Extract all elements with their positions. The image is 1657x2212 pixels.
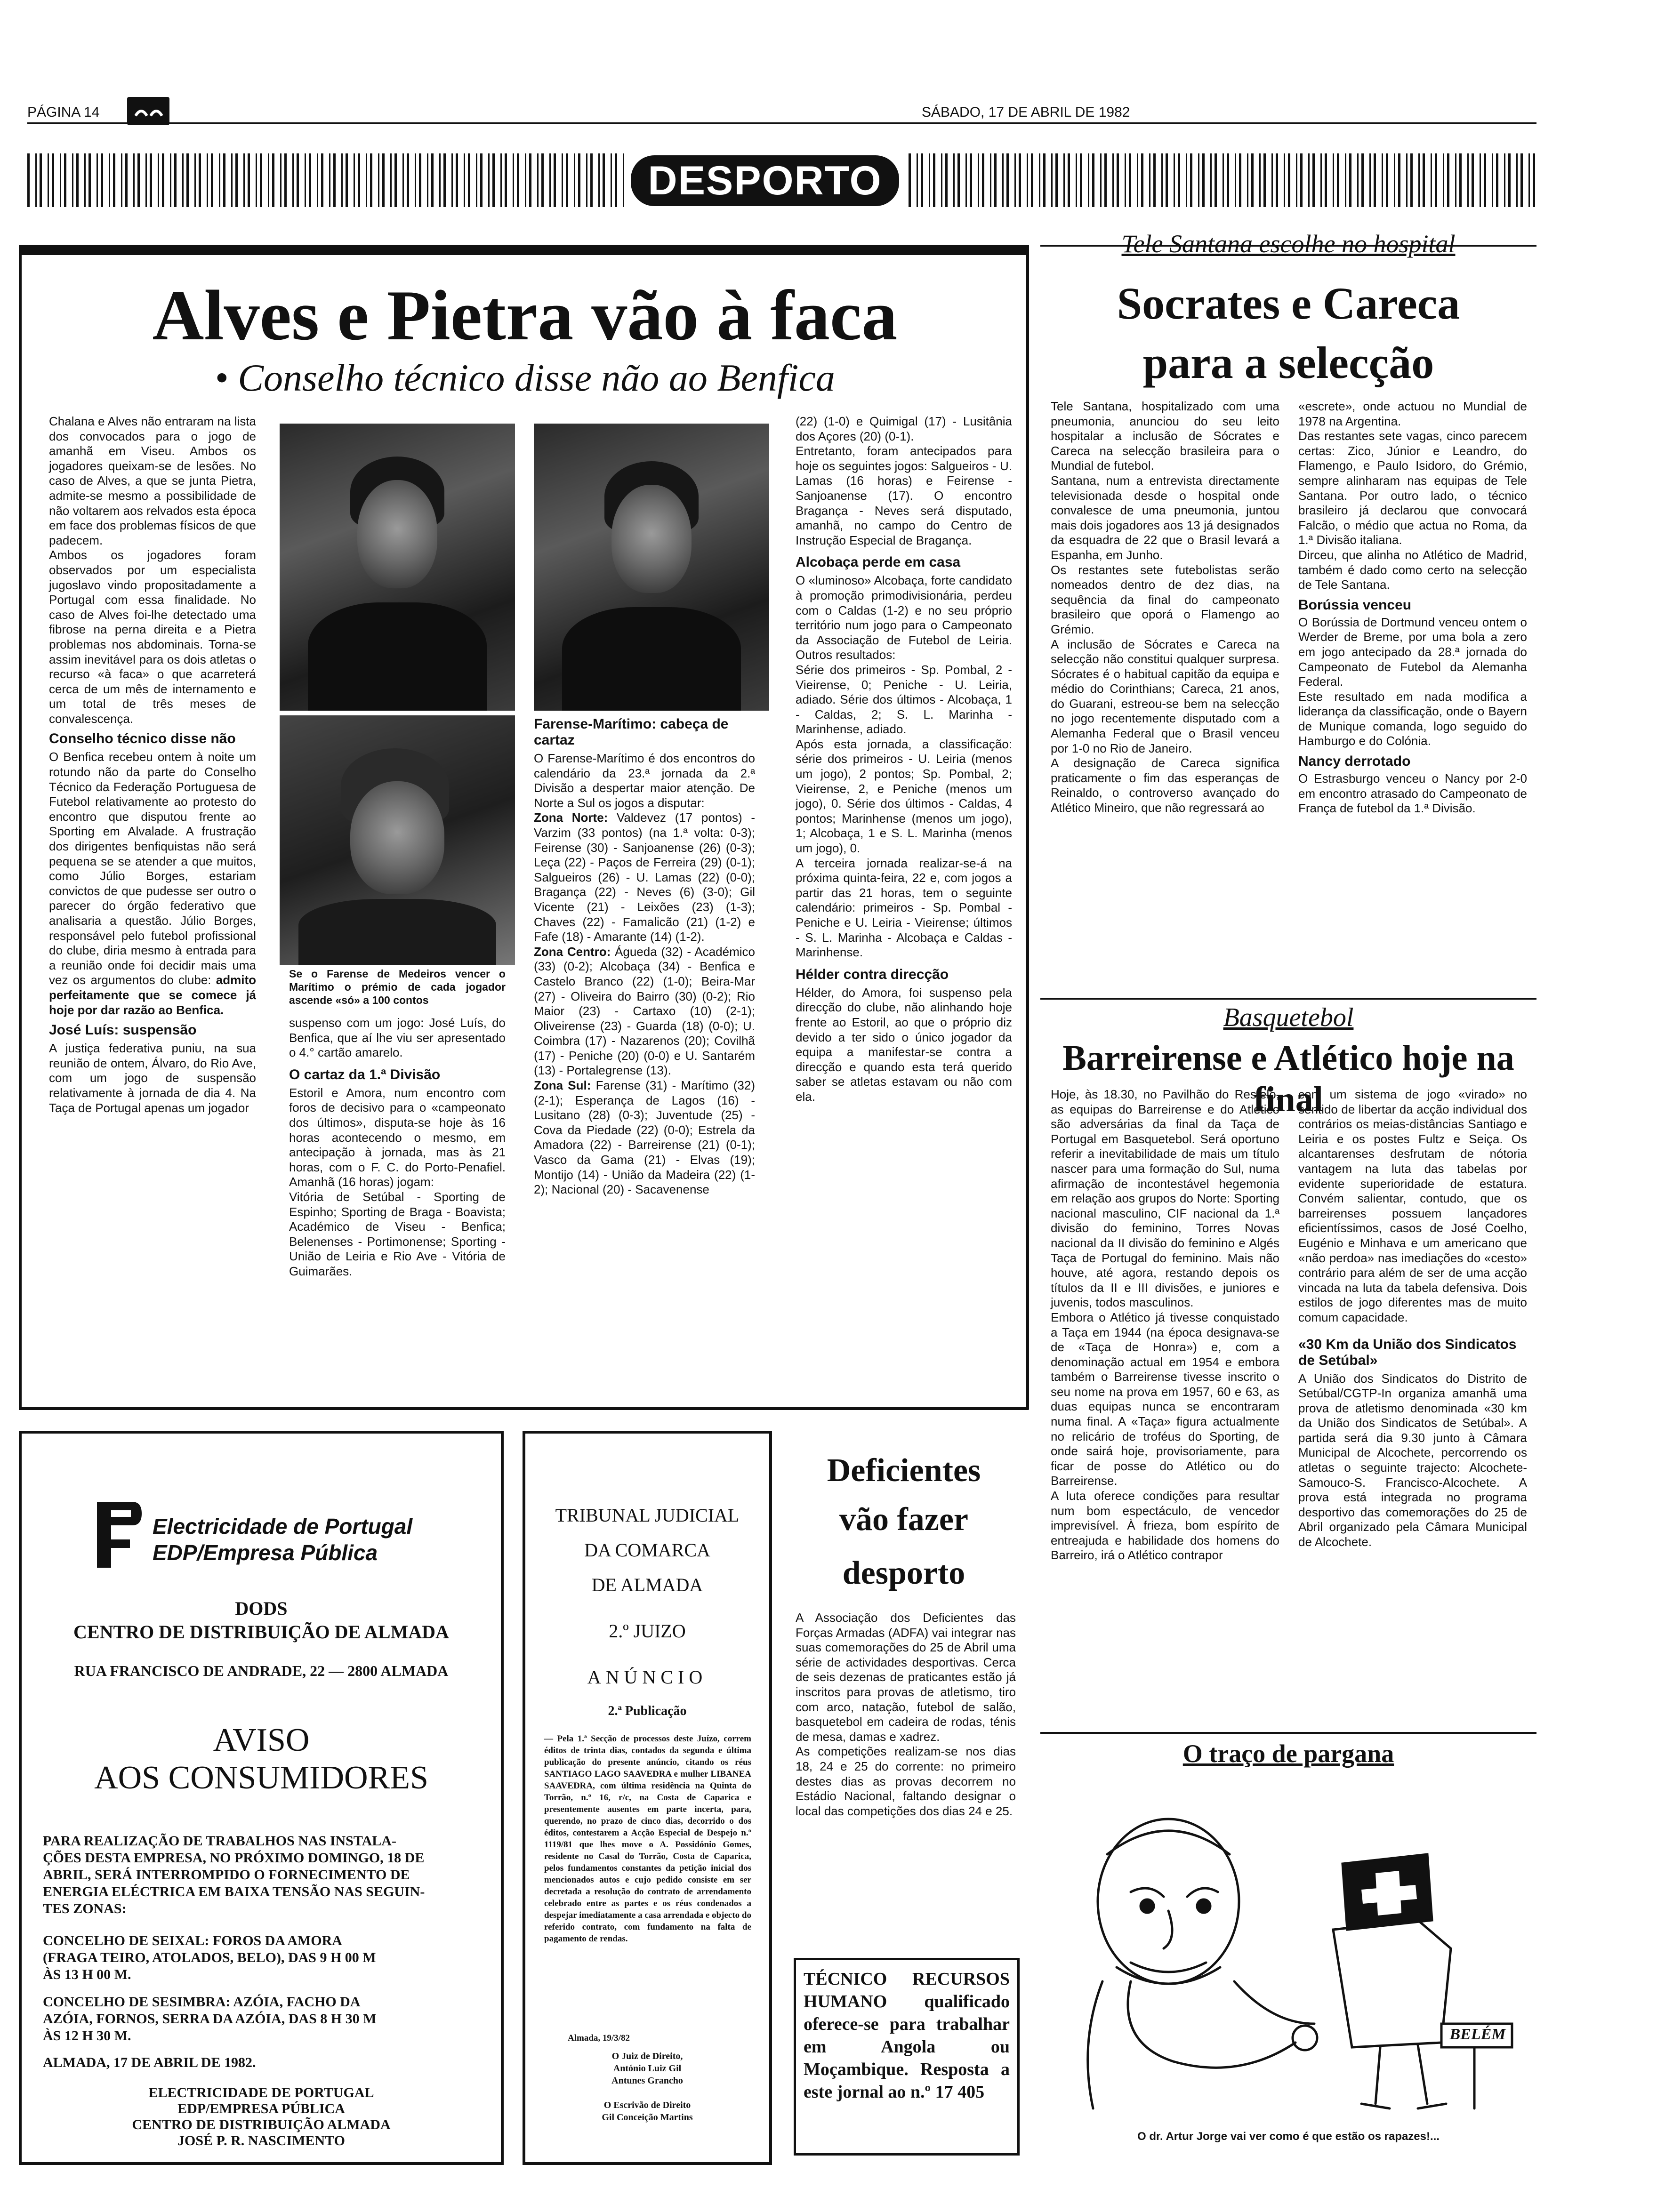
zona-sul-text: Farense (31) - Marítimo (32) (2-1); Esperança de Lagos (16) - Lusitano (28) (0-3); Juventude (25) - Cova da Piedade (22) (0-0); Estrela da Amadora (22) - Barreirense (21) (0-1); Vasco da Gama (21) - Elvas (19); Montijo (14) - União da Madeira (22) (1-2); Nacional (20) - Sacavenense — [534, 1078, 755, 1197]
zona-centro-label: Zona Centro: — [534, 944, 611, 959]
basket-col2-text: com um sistema de jogo «virado» no sentido de libertar da acção individual dos contrários os meias-distâncias Santiago e Leiria e os postes Fultz e Seiça. Os alcantarenses desfrutam de nótoria vantagem na luta das tabelas por evidente superioridade de estatura. Convém salientar, contudo, que os barreirenses possuem lançadores eficientíssimos, casos de José Coelho, Eugénio e Minhava e um americano que «não perdoa» nas imediações do «cesto» contrário para além de ser de uma acção vincada na luta da tabela defensiva. Dois estilos de jogo diferentes mas de muito comum capacidade. — [1298, 1087, 1527, 1324]
basket-kicker: Basquetebol — [1223, 1003, 1354, 1032]
main-col1-bold: admito perfeitamente que se comece já hoje por dar razão ao Benfica. — [49, 973, 256, 1017]
deficientes-body: A Associação dos Deficientes das Forças Armadas (ADFA) vai integrar nas suas comemorações do 25 de Abril uma série de actividades desportivas. Cerca de seis dezenas de praticantes estão já inscritos para provas de atletismo, tiro com arco, natação, futebol de salão, basquetebol em cadeira de rodas, ténis de mesa, damas e xadrez. As competições realizam-se nos dias 18, 24 e 25 do corrente: no primeiro destes dias as provas decorrem no Estádio Nacional, faltando designar o local das competições dos dias 24 e 25. — [796, 1611, 1016, 1818]
newspaper-logo — [127, 97, 169, 125]
cartoon-drawing — [1051, 1779, 1531, 2127]
zona-sul-label: Zona Sul: — [534, 1078, 591, 1093]
main-col2-text-b: suspenso com um jogo: José Luís, do Benfica, que aí lhe viu ser apresentado o 4.° cartão amarelo. — [289, 1016, 506, 1060]
tribunal-ad — [523, 1431, 772, 2165]
main-subhead-conselho: Conselho técnico disse não — [49, 731, 236, 747]
main-subhead-cartaz: O cartaz da 1.ª Divisão — [289, 1066, 441, 1082]
zona-norte-label: Zona Norte: — [534, 810, 608, 825]
main-col4-text: (22) (1-0) e Quimigal (17) - Lusitânia dos Açores (20) (0-1). Entretanto, foram antecipados para hoje os seguintes jogos: Salgueiros - U. Lamas (16 horas) e Feirense - Sanjoanense (17). O encontro Bragança - Neves será disputado, amanhã, no campo do Centro de Instrução Especial de Bragança. — [796, 414, 1012, 547]
edp-centro: CENTRO DE DISTRIBUIÇÃO DE ALMADA — [73, 1621, 449, 1643]
basket-col2-text-b: A União dos Sindicatos do Distrito de Setúbal/CGTP-In organiza amanhã uma prova de atletismo denominada «30 km da União dos Sindicatos de Setúbal». A partida será dia 9.30 junto à Câmara Municipal de Alcochete, percorrendo os atletas o seguinte trajecto: Alcochete-Samouco-S. Francisco-Alcochete. A prova está integrada no programa desportivo das comemorações do 25 de Abril organizado pela Câmara Municipal de Alcochete. — [1298, 1371, 1527, 1549]
edp-date: ALMADA, 17 DE ABRIL DE 1982. — [43, 2055, 256, 2070]
zona-norte-text: Valdevez (17 pontos) - Varzim (33 pontos) (na 1.ª volta: 0-3); Feirense (30) - Sanjoanense (26) (0-3); Leça (22) - Paços de Ferreira (29) (0-1); Salgueiros (26) - U. Lamas (22) (0-0); Bragança (22) - Neves (6) (3-0); Gil Vicente (21) - Leixões (23) (1-3); Chaves (22) - Famalicão (21) (1-2) e Fafe (18) - Amarante (14) (1-2). — [534, 810, 755, 944]
main-col-1 — [49, 414, 256, 1115]
main-col4-text-c: Hélder, do Amora, foi suspenso pela direcção do clube, não alinhando hoje frente ao Estoril, ao que o próprio diz devido a ter sido o único jogador da equipa a manifestar-se contra a direcção e quando esta terá querido saber se atletas estavam ou não com ela. — [796, 985, 1012, 1104]
main-col-3 — [534, 716, 755, 1197]
tribunal-title-2: DA COMARCA — [584, 1539, 710, 1561]
deficientes-headline-2: vão fazer — [839, 1501, 969, 1538]
zona-sul — [534, 1078, 755, 1197]
section-bar-left — [27, 153, 625, 207]
tele-col2-text-c: O Estrasburgo venceu o Nancy por 2-0 em encontro atrasado do Campeonato de França de futebol da 1.ª Divisão. — [1298, 771, 1527, 816]
edp-brand-2: EDP/Empresa Pública — [153, 1540, 378, 1565]
issue-date: SÁBADO, 17 DE ABRIL DE 1982 — [922, 104, 1130, 120]
photo-caption: Se o Farense de Medeiros vencer o Marítimo o prémio de cada jogador ascende «só» a 100 contos — [289, 968, 506, 1006]
tele-headline-2: para a selecção — [1142, 337, 1434, 388]
basket-col-2 — [1298, 1087, 1527, 1550]
edp-logo-icon — [92, 1497, 144, 1572]
tele-col2-text-b: O Borússia de Dortmund venceu ontem o Werder de Breme, por uma bola a zero em jogo antecipado da 28.ª jornada do Campeonato de Futebol da Alemanha Federal. Este resultado em nada modifica a liderança da classificação, onde o Bayern de Munique comanda, logo seguido do Hamburgo e do Colónia. — [1298, 615, 1527, 748]
tribunal-date: Almada, 19/3/82 — [568, 2033, 630, 2043]
photo-alves — [280, 424, 515, 711]
cartoon-title: O traço de pargana — [1182, 1739, 1394, 1768]
edp-signature: ELECTRICIDADE DE PORTUGAL EDP/EMPRESA PÚBLICA CENTRO DE DISTRIBUIÇÃO ALMADA JOSÉ P. R. NASCIMENTO — [132, 2085, 391, 2148]
tele-kicker: Tele Santana escolhe no hospital — [1121, 230, 1456, 258]
main-subhead-helder: Hélder contra direcção — [796, 966, 949, 982]
tribunal-sig-1: O Juiz de Direito, António Luiz Gil Antunes Grancho — [611, 2051, 683, 2086]
edp-dods: DODS — [235, 1598, 288, 1619]
tele-col-1: Tele Santana, hospitalizado com uma pneumonia, anunciou do seu leito hospitalar a inclusão de Sócrates e Careca na selecção brasileira para o Mundial de futebol. Santana, num a entrevista directamente televisionada desde o hospital onde convalesce de uma pneumonia, juntou mais dois jogadores aos 13 já designados da esquadra de 22 que o Brasil levará a Espanha, em Junho. Os restantes sete futebolistas serão nomeados dentro de dez dias, na sequência da final do campeonato brasileiro que oporá o Flamengo ao Grémio. A inclusão de Sócrates e Careca na selecção não constitui qualquer surpresa. Sócrates é o habitual capitão da equipa e médio do Corinthians; Careca, 21 anos, do Guarani, estreou-se bem na selecção no jogo recentemente disputado com a Alemanha Federal que o Brasil venceu por 1-0 no Rio de Janeiro. A designação de Careca significa praticamente o fim das esperanças de Reinaldo, o controverso avançado do Atlético Mineiro, que não regressará ao — [1051, 399, 1279, 815]
main-col1-text-c: A justiça federativa puniu, na sua reunião de ontem, Álvaro, do Rio Ave, com um jogo de suspensão relativamente à jornada de dia 4. Na Taça de Portugal apenas um jogador — [49, 1041, 256, 1115]
tele-col2-text: «escrete», onde actuou no Mundial de 1978 na Argentina. Das restantes sete vagas, cinco parecem certas: Zico, Júnior e Leandro, do Flamengo, e Paulo Isidoro, do Grémio, sempre alinharam nas equipas de Tele Santana. Por outro lado, o técnico brasileiro já declarou que convocará Falcão, o médio que actua no Roma, da 1.ª Divisão italiana. Dirceu, que alinha no Atlético de Madrid, também é dado como certo na selecção de Tele Santana. — [1298, 399, 1527, 592]
edp-brand-1: Electricidade de Portugal — [153, 1514, 413, 1539]
tribunal-body: — Pela 1.ª Secção de processos deste Juízo, correm éditos de trinta dias, contados da segunda e última publicação do presente anúncio, citando os réus SANTIAGO LAGO SAAVEDRA e mulher LIBANEA SAAVEDRA, com última residência na Quinta do Torrão, n.º 16, r/c, na Costa de Caparica e presentemente ausentes em parte incerta, para, querendo, no prazo de cinco dias, decorrido o dos éditos, contestarem a Acção Especial de Despejo n.º 1119/81 que lhes move o A. Possidónio Gomes, residente no Casal do Torrão, Costa de Caparica, pelos fundamentos constantes da petição inicial dos mencionados autos e cujo pedido consiste em ser decretada a resolução do contrato de arrendamento celebrado entre as partes e os réus condenados a despejar imediatamente a casa arrendada e objecto do referido contrato, com fundamento na falta de pagamento de rendas. — [544, 1734, 751, 1944]
deficientes-headline-3: desporto — [842, 1555, 965, 1591]
edp-p2: CONCELHO DE SEIXAL: FOROS DA AMORA (FRAGA TEIRO, ATOLADOS, BELO), DAS 9 H 00 M ÀS 13 H 00 M. — [43, 1933, 376, 1982]
main-col1-text: Chalana e Alves não entraram na lista dos convocados para o jogo de amanhã em Viseu. Ambos os jogadores queixam-se de lesões. No caso de Alves, a que se junta Pietra, admite-se mesmo a possibilidade de não voltarem aos relvados esta época em face dos problemas físicos de que padecem. Ambos os jogadores foram observados por um especialista jugoslavo vindo propositadamente a Portugal com essa finalidade. No caso de Alves foi-lhe detectado uma fibrose na perna direita e a Pietra problemas nos abdominais. Torna-se assim inevitável para os dois atletas o recurso «à faca» o que acarreterá cerca de um mês de internamento e um total de três meses de convalescença. — [49, 414, 256, 726]
tribunal-title-3: DE ALMADA — [591, 1574, 703, 1595]
basket-col-1: Hoje, às 18.30, no Pavilhão do Restelo, as equipas do Barreirense e do Atlético são adversárias da final da Taça de Portugal em Basquetebol. Será oportuno referir a inevitabilidade de mais um título nascer para uma formação do Sul, numa afirmação de incontestável hegemonia em relação aos grupos do Norte: Sporting nacional masculino, CIF nacional da 1.ª divisão do feminino, Torres Novas nacional da II divisão do feminino e Algés Taça de Portugal do feminino. Mais não houve, até agora, restando depois os títulos da II e III divisões, e juniores e juvenis, todos masculinos. Embora o Atlético já tivesse conquistado a Taça em 1944 (na época designava-se de «Taça de Honra») e, com a denominação actual em 1954 e embora também o Barreirense tivesse inscrito o seu nome na prova em 1957, 60 e 63, as duas equipas nunca se encontraram numa final. A «Taça» figura actualmente no relicário de troféus do Sporting, de onde sairá hoje, provisoriamente, para ficar de posse do Atlético ou do Barreirense. A luta oferece condições para resultar num bom espectáculo, de vencedor imprevisível. À frieza, bom espírito de entreajuda e habilidade dos homens do Barreiro, irá o Atlético contrapor — [1051, 1087, 1279, 1563]
edp-aviso-1: AVISO — [213, 1722, 310, 1758]
edp-rua: RUA FRANCISCO DE ANDRADE, 22 — 2800 ALMADA — [74, 1662, 449, 1679]
tribunal-sig-2: O Escrivão de Direito Gil Conceição Martins — [602, 2100, 693, 2123]
main-subhead-farense: Farense-Marítimo: cabeça de cartaz — [534, 716, 729, 748]
main-subhead-jose-luis: José Luís: suspensão — [49, 1022, 197, 1038]
main-deck: • Conselho técnico disse não ao Benfica — [215, 356, 835, 399]
tele-col-2 — [1298, 399, 1527, 816]
zona-norte — [534, 810, 755, 944]
main-col2-text-c: Estoril e Amora, num encontro com foros de decisivo para o «campeonato dos últimos», disputa-se hoje às 16 horas acontecendo o mesmo, em antecipação à jornada, mas às 21 horas, com o F. C. do Porto-Penafiel. Amanhã (16 horas) jogam: Vitória de Setúbal - Sporting de Espinho; Sporting de Braga - Boavista; Académico de Viseu - Benfica; Belenenses - Portimonense; Sporting - União de Leiria e Rio Ave - Vitória de Guimarães. — [289, 1085, 506, 1278]
tecnico-ad-text: TÉCNICO RECURSOS HUMANO qualificado oferece-se para trabalhar em Angola ou Moçambique. Resposta a este jornal ao n.º 17 405 — [804, 1969, 1010, 2102]
page-label: PÁGINA 14 — [27, 104, 100, 120]
tribunal-publicacao: 2.ª Publicação — [608, 1704, 687, 1718]
section-bar-right — [909, 153, 1536, 207]
edp-p1: PARA REALIZAÇÃO DE TRABALHOS NAS INSTALA- ÇÕES DESTA EMPRESA, NO PRÓXIMO DOMINGO, 18 DE ABRIL, SERÁ INTERROMPIDO O FORNECIMENTO DE ENERGIA ELÉCTRICA EM BAIXA TENSÃO NAS SEGUIN- TES ZONAS: — [43, 1833, 425, 1916]
main-col1-b: O Benfica recebeu ontem à noite um rotundo não da parte do Conselho Técnico da Federação Portuguesa de Futebol relativamente ao protesto do encontro que disputou frente ao Sporting em Alvalade. A frustração dos dirigentes benfiquistas não será pequena se se atender a que muitos, como Júlio Borges, estariam convictos de que pudesse ser outro o parecer do órgão federativo que analisaria a questão. Júlio Borges, responsável pelo futebol profissional do clube, diria mesmo à entrada para a reunião onde foi decidir mais uma vez os argumentos do clube: — [49, 750, 256, 987]
tribunal-title-4: 2.º JUIZO — [609, 1620, 686, 1642]
photo-medeiros — [280, 715, 515, 965]
main-headline: Alves e Pietra vão à faca — [152, 276, 898, 355]
cartoon-sign: BELÉM — [1449, 2026, 1506, 2043]
tecnico-ad — [794, 1958, 1020, 2156]
tribunal-title-1: TRIBUNAL JUDICIAL — [555, 1505, 740, 1526]
cartoon-caption: O dr. Artur Jorge vai ver como é que estão os rapazes!... — [1137, 2130, 1440, 2143]
main-col-2 — [289, 1016, 506, 1279]
main-subhead-alcobaca: Alcobaça perde em casa — [796, 554, 961, 570]
tribunal-title-5: ANÚNCIO — [587, 1667, 708, 1688]
main-col4-text-b: O «luminoso» Alcobaça, forte candidato à promoção primodivisionária, perdeu com o Caldas (1-2) e no seu próprio território num jogo para o Campeonato da Associação de Futebol de Leiria. Outros resultados: Série dos primeiros - Sp. Pombal, 2 - Vieirense, 0; Peniche - U. Leiria, adiado. Série dos últimos - Alcobaça, 1 - Caldas, 2; S. L. Marinha - Marinhense, adiado. Após esta jornada, a classificação: série dos primeiros - U. Leiria (menos um jogo), 2 pontos; Sp. Pombal, 2; Vieirense, 2, e Peniche (menos um jogo), 0. Série dos últimos - Caldas, 4 pontos; Marinhense (menos um jogo), 1; Alcobaça, 1 e S. L. Marinha (menos um jogo), 0. A terceira jornada realizar-se-á na próxima quinta-feira, 22 e, com jogos a partir das 21 horas, tem o seguinte calendário: primeiros - Sp. Pombal - Peniche e U. Leiria - Vieirense; últimos - S. L. Marinha - Alcobaça e Caldas - Marinhense. — [796, 573, 1012, 960]
main-col3-text: O Farense-Marítimo é dos encontros do calendário da 23.ª jornada da 2.ª Divisão a despertar maior atenção. De Norte a Sul os jogos a disputar: — [534, 751, 755, 810]
photo-pietra — [534, 424, 769, 711]
deficientes-headline-1: Deficientes — [827, 1452, 981, 1489]
tele-subhead-nancy: Nancy derrotado — [1298, 753, 1411, 769]
edp-aviso-2: AOS CONSUMIDORES — [94, 1760, 428, 1796]
edp-p3: CONCELHO DE SESIMBRA: AZÓIA, FACHO DA AZÓIA, FORNOS, SERRA DA AZÓIA, DAS 8 H 30 M ÀS 12 H 30 M. — [43, 1994, 377, 2044]
edp-ad — [19, 1431, 504, 2165]
section-title: DESPORTO — [631, 155, 899, 206]
zona-centro — [534, 945, 755, 1078]
tele-headline-1: Socrates e Careca — [1117, 278, 1460, 329]
main-col1-text-b — [49, 750, 256, 1018]
basket-headline: Barreirense e Atlético hoje na final — [1062, 1038, 1514, 1119]
basket-subhead-30km: «30 Km da União dos Sindicatos de Setúbal» — [1298, 1336, 1517, 1368]
tele-subhead-borussia: Borússia venceu — [1298, 597, 1412, 613]
main-col-4 — [796, 414, 1012, 1105]
zona-centro-text: Águeda (32) - Académico (33) (0-2); Alcobaça (34) - Benfica e Castelo Branco (22) (1-0); Beira-Mar (27) - Oliveira do Bairro (30) (0-2); Rio Maior (23) - Cartaxo (10) (2-1); Oliveirense (23) - Guarda (18) (0-0); U. Coimbra (17) - Nazarenos (20); Covilhã (17) - Peniche (20) (0-0) e U. Santarém (13) - Portalegrense (13). — [534, 944, 756, 1078]
